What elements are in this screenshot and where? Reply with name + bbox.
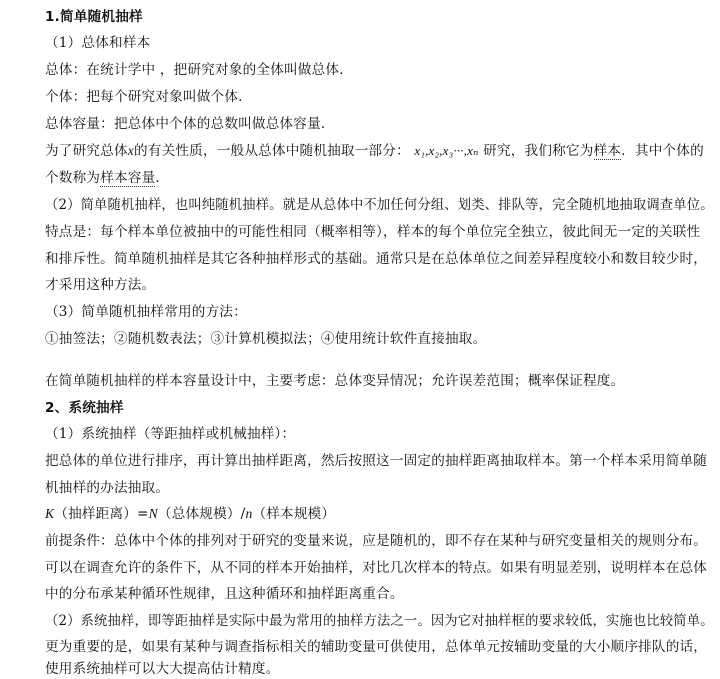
systematic-2-line-2: 更为重要的是，如果有某种与调查指标相关的辅助变量可供使用，总体单元按辅助变量的大小顺序排队的话，: [45, 639, 708, 655]
systematic-2-line-1: （2）系统抽样，即等距抽样是实际中最为常用的抽样方法之一。因为它对抽样框的要求较低，实施也比较简单。: [45, 613, 714, 629]
variable-x: x: [127, 143, 134, 158]
systematic-line-1: 把总体的单位进行排序，再计算出抽样距离，然后按照这一固定的抽样距离抽取样本。第一个样本采用简单随: [45, 453, 708, 469]
formula-symbol-N: N: [148, 506, 158, 521]
precondition-line-1: 前提条件：总体中个体的排列对于研究的变量来说，应是随机的，即不存在某种与研究变量相关的规则分布。: [45, 533, 708, 549]
text-fragment: 的有关性质，一般从总体中随机抽取一部分：: [134, 143, 410, 159]
text-fragment: ．: [155, 170, 170, 186]
text-fragment: 个数称为: [45, 170, 101, 186]
text-fragment: ．其中个体的: [621, 143, 704, 159]
text-fragment: （抽样距离）=: [54, 506, 149, 522]
definition-total: 总体：在统计学中 ，把研究对象的全体叫做总体．: [45, 62, 353, 78]
methods-list: ①抽签法；②随机数表法；③计算机模拟法；④使用统计软件直接抽取。: [45, 331, 487, 347]
systematic-line-2: 机抽样的办法抽取。: [45, 480, 170, 496]
precondition-line-2: 可以在调查允许的条件下，从不同的样本开始抽样，对比几次样本的特点。如果有明显差别，说明样本在总体: [45, 560, 708, 576]
systematic-2-line-3: 使用系统抽样可以大大提高估计精度。: [45, 661, 280, 677]
precondition-line-3: 中的分布承某种循环性规律，且这种循环和抽样距离重合。: [45, 586, 404, 602]
text-fragment: 为了研究总体: [45, 143, 128, 159]
formula-symbol-n: n: [245, 506, 253, 521]
paragraph-sample-capacity: [45, 169, 169, 187]
simple-random-line-3: 和排斥性。简单随机抽样是其它各种抽样形式的基础。通常只是在总体单位之间差异程度较小和数目较少时，: [45, 251, 708, 267]
text-fragment: 研究，我们称它为: [483, 143, 594, 159]
simple-random-line-4: 才采用这种方法。: [45, 277, 156, 293]
subsection-2-1-heading: （1）系统抽样（等距抽样或机械抽样）：: [45, 426, 296, 442]
capacity-design-paragraph: 在简单随机抽样的样本容量设计中，主要考虑：总体变异情况；允许误差范围；概率保证程度。: [45, 373, 625, 389]
simple-random-line-2: 特点是：每个样本单位被抽中的可能性相同（概率相等），样本的每个单位完全独立，彼此间无一定的关联性: [45, 224, 701, 240]
term-sample-capacity: 样本容量: [100, 170, 156, 186]
section-2-title: 2、系统抽样: [45, 400, 124, 416]
text-fragment: （样本规模）: [252, 506, 336, 522]
paragraph-sample-definition: [45, 142, 704, 160]
formula-symbol-K: K: [45, 506, 55, 521]
simple-random-line-1: （2）简单随机抽样，也叫纯随机抽样。就是从总体中不加任何分组、划类、排队等，完全随机地抽取调查单位。: [45, 197, 714, 213]
definition-individual: 个体：把每个研究对象叫做个体．: [45, 89, 252, 105]
section-1-title: 1.简单随机抽样: [45, 9, 143, 25]
sampling-distance-formula: [45, 505, 335, 523]
definition-capacity: 总体容量：把总体中个体的总数叫做总体容量．: [45, 116, 335, 132]
text-fragment: （总体规模）/: [157, 506, 246, 522]
term-sample: 样本: [593, 143, 622, 159]
sample-variables: x₁,x₂,x₃···,xₙ: [414, 143, 479, 158]
subsection-1-1-heading: （1）总体和样本: [45, 35, 151, 51]
subsection-1-3-heading: （3）简单随机抽样常用的方法：: [45, 304, 247, 320]
